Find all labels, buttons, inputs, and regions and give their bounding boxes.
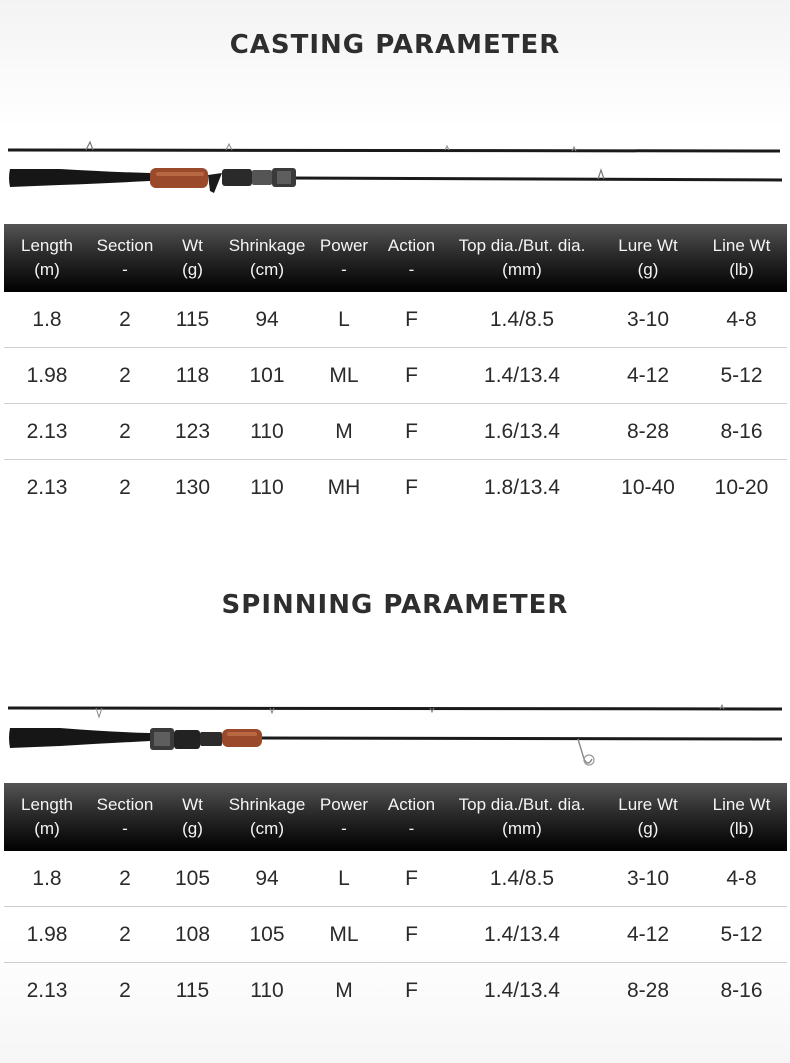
spinning-title: SPINNING PARAMETER — [221, 590, 569, 620]
cell-line-wt: 8-16 — [696, 404, 787, 460]
cell-action: F — [379, 292, 444, 348]
cell-lure-wt: 8-28 — [600, 404, 696, 460]
table-row — [4, 460, 787, 516]
casting-title: CASTING PARAMETER — [229, 30, 561, 60]
cell-diameter: 1.4/13.4 — [444, 348, 600, 404]
cell-diameter: 1.8/13.4 — [484, 475, 560, 499]
cell-power: M — [309, 404, 379, 460]
cell-power: ML — [309, 907, 379, 963]
header-section: Section - — [90, 224, 160, 292]
table-header-row — [4, 224, 787, 292]
spinning-parameter-table — [4, 783, 787, 1018]
header-wt: Wt (g) — [160, 783, 225, 851]
cell-diameter: 1.4/13.4 — [444, 907, 600, 963]
header-action: Action - — [379, 224, 444, 292]
table-row — [4, 907, 787, 963]
cell-section: 2 — [90, 851, 160, 907]
header-action: Action - — [379, 783, 444, 851]
cell-section: 2 — [90, 292, 160, 348]
cell-length: 1.98 — [4, 348, 90, 404]
cell-action: F — [379, 348, 444, 404]
cell-diameter: 1.4/13.4 — [484, 978, 560, 1002]
cell-length: 1.98 — [4, 907, 90, 963]
cell-lure-wt: 10-40 — [621, 475, 675, 499]
cell-shrinkage: 94 — [225, 292, 309, 348]
cell-section: 2 — [119, 978, 131, 1002]
table-row — [4, 348, 787, 404]
cell-lure-wt: 4-12 — [600, 907, 696, 963]
cell-line-wt: 10-20 — [714, 475, 769, 499]
table-row — [4, 963, 787, 1019]
header-diameter: Top dia./But. dia. (mm) — [444, 224, 600, 292]
cell-line-wt: 5-12 — [696, 348, 787, 404]
header-line-wt: Line Wt (lb) — [696, 783, 787, 851]
cell-length: 2.13 — [4, 404, 90, 460]
table-row — [4, 851, 787, 907]
cell-wt: 115 — [160, 292, 225, 348]
cell-shrinkage: 110 — [250, 475, 284, 499]
cell-line-wt: 4-8 — [696, 292, 787, 348]
table-row — [4, 292, 787, 348]
cell-shrinkage: 105 — [225, 907, 309, 963]
cell-section: 2 — [90, 404, 160, 460]
cell-shrinkage: 101 — [225, 348, 309, 404]
cell-line-wt: 4-8 — [696, 851, 787, 907]
table-header-row — [4, 783, 787, 851]
cell-lure-wt: 8-28 — [626, 978, 670, 1002]
cell-diameter: 1.4/8.5 — [444, 292, 600, 348]
cell-length: 2.13 — [26, 475, 68, 499]
header-shrinkage: Shrinkage (cm) — [225, 783, 309, 851]
cell-action: F — [379, 404, 444, 460]
header-section: Section - — [90, 783, 160, 851]
header-wt: Wt (g) — [160, 224, 225, 292]
cell-wt: 108 — [160, 907, 225, 963]
cell-shrinkage: 94 — [225, 851, 309, 907]
cell-wt: 105 — [160, 851, 225, 907]
header-power: Power - — [309, 783, 379, 851]
cell-line-wt: 5-12 — [696, 907, 787, 963]
cell-line-wt: 8-16 — [720, 978, 763, 1002]
cell-length: 1.8 — [4, 292, 90, 348]
cell-shrinkage: 110 — [250, 978, 284, 1002]
cell-length: 2.13 — [26, 978, 68, 1002]
cell-power: ML — [309, 348, 379, 404]
cell-shrinkage: 110 — [225, 404, 309, 460]
header-lure-wt: Lure Wt (g) — [600, 224, 696, 292]
header-length: Length (m) — [4, 783, 90, 851]
cell-diameter: 1.4/8.5 — [444, 851, 600, 907]
cell-action: F — [379, 907, 444, 963]
cell-lure-wt: 3-10 — [600, 851, 696, 907]
casting-parameter-table — [4, 224, 787, 515]
cell-action: F — [379, 851, 444, 907]
cell-power: L — [309, 851, 379, 907]
cell-section: 2 — [90, 907, 160, 963]
header-line-wt: Line Wt (lb) — [696, 224, 787, 292]
header-diameter: Top dia./But. dia. (mm) — [444, 783, 600, 851]
cell-section: 2 — [90, 348, 160, 404]
header-shrinkage: Shrinkage (cm) — [225, 224, 309, 292]
cell-power: M — [335, 978, 353, 1002]
header-lure-wt: Lure Wt (g) — [600, 783, 696, 851]
cell-action: F — [405, 475, 418, 499]
cell-diameter: 1.6/13.4 — [444, 404, 600, 460]
cell-power: L — [309, 292, 379, 348]
cell-power: MH — [327, 475, 361, 499]
cell-section: 2 — [119, 475, 131, 499]
cell-wt: 130 — [174, 475, 211, 499]
spinning-rod-image — [0, 690, 790, 780]
header-length: Length (m) — [4, 224, 90, 292]
cell-wt: 115 — [175, 978, 210, 1002]
header-power: Power - — [309, 224, 379, 292]
table-row — [4, 404, 787, 460]
cell-lure-wt: 4-12 — [600, 348, 696, 404]
cell-wt: 123 — [160, 404, 225, 460]
cell-length: 1.8 — [4, 851, 90, 907]
cell-wt: 118 — [160, 348, 225, 404]
cell-lure-wt: 3-10 — [600, 292, 696, 348]
cell-action: F — [405, 978, 418, 1002]
casting-rod-image — [0, 135, 790, 200]
